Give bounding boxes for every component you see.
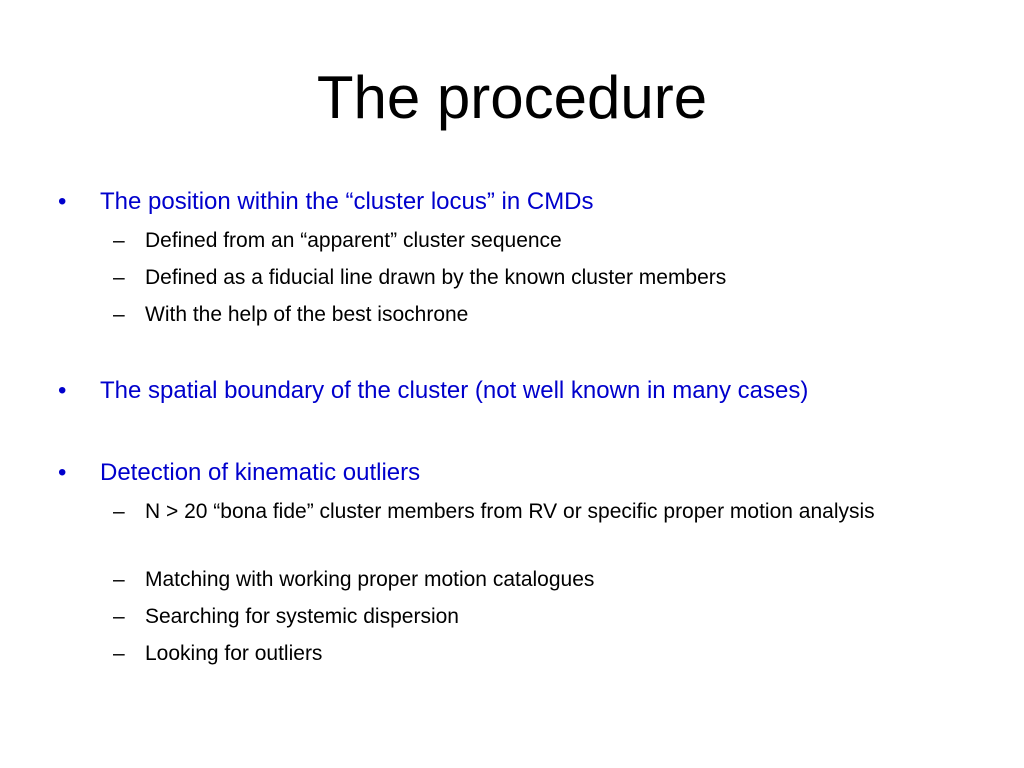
sub-bullet-marker: –	[113, 568, 125, 591]
slide-title: The procedure	[316, 64, 708, 131]
bullet-text: The position within the “cluster locus” in CMDs	[100, 188, 594, 215]
bullet-marker: •	[58, 377, 67, 404]
sub-bullet-text: Defined from an “apparent” cluster sequence	[145, 229, 562, 252]
sub-bullet-text: With the help of the best isochrone	[145, 303, 469, 326]
bullet-text: Detection of kinematic outliers	[100, 459, 421, 486]
sub-bullet-text: Matching with working proper motion catalogues	[145, 568, 595, 591]
sub-bullet-marker: –	[113, 266, 125, 289]
bullet-text: The spatial boundary of the cluster (not well known in many cases)	[100, 377, 809, 404]
sub-bullet-text: N > 20 “bona fide” cluster members from RV or specific proper motion analysis	[145, 500, 875, 523]
bullet-marker: •	[58, 459, 67, 486]
sub-bullet-marker: –	[113, 229, 125, 252]
sub-bullet-marker: –	[113, 642, 125, 665]
sub-bullet-text: Defined as a fiducial line drawn by the known cluster members	[145, 266, 727, 289]
sub-bullet-marker: –	[113, 605, 125, 628]
bullet-marker: •	[58, 188, 67, 215]
sub-bullet-marker: –	[113, 303, 125, 326]
sub-bullet-text: Looking for outliers	[145, 642, 323, 665]
sub-bullet-text: Searching for systemic dispersion	[145, 605, 459, 628]
sub-bullet-marker: –	[113, 500, 125, 523]
